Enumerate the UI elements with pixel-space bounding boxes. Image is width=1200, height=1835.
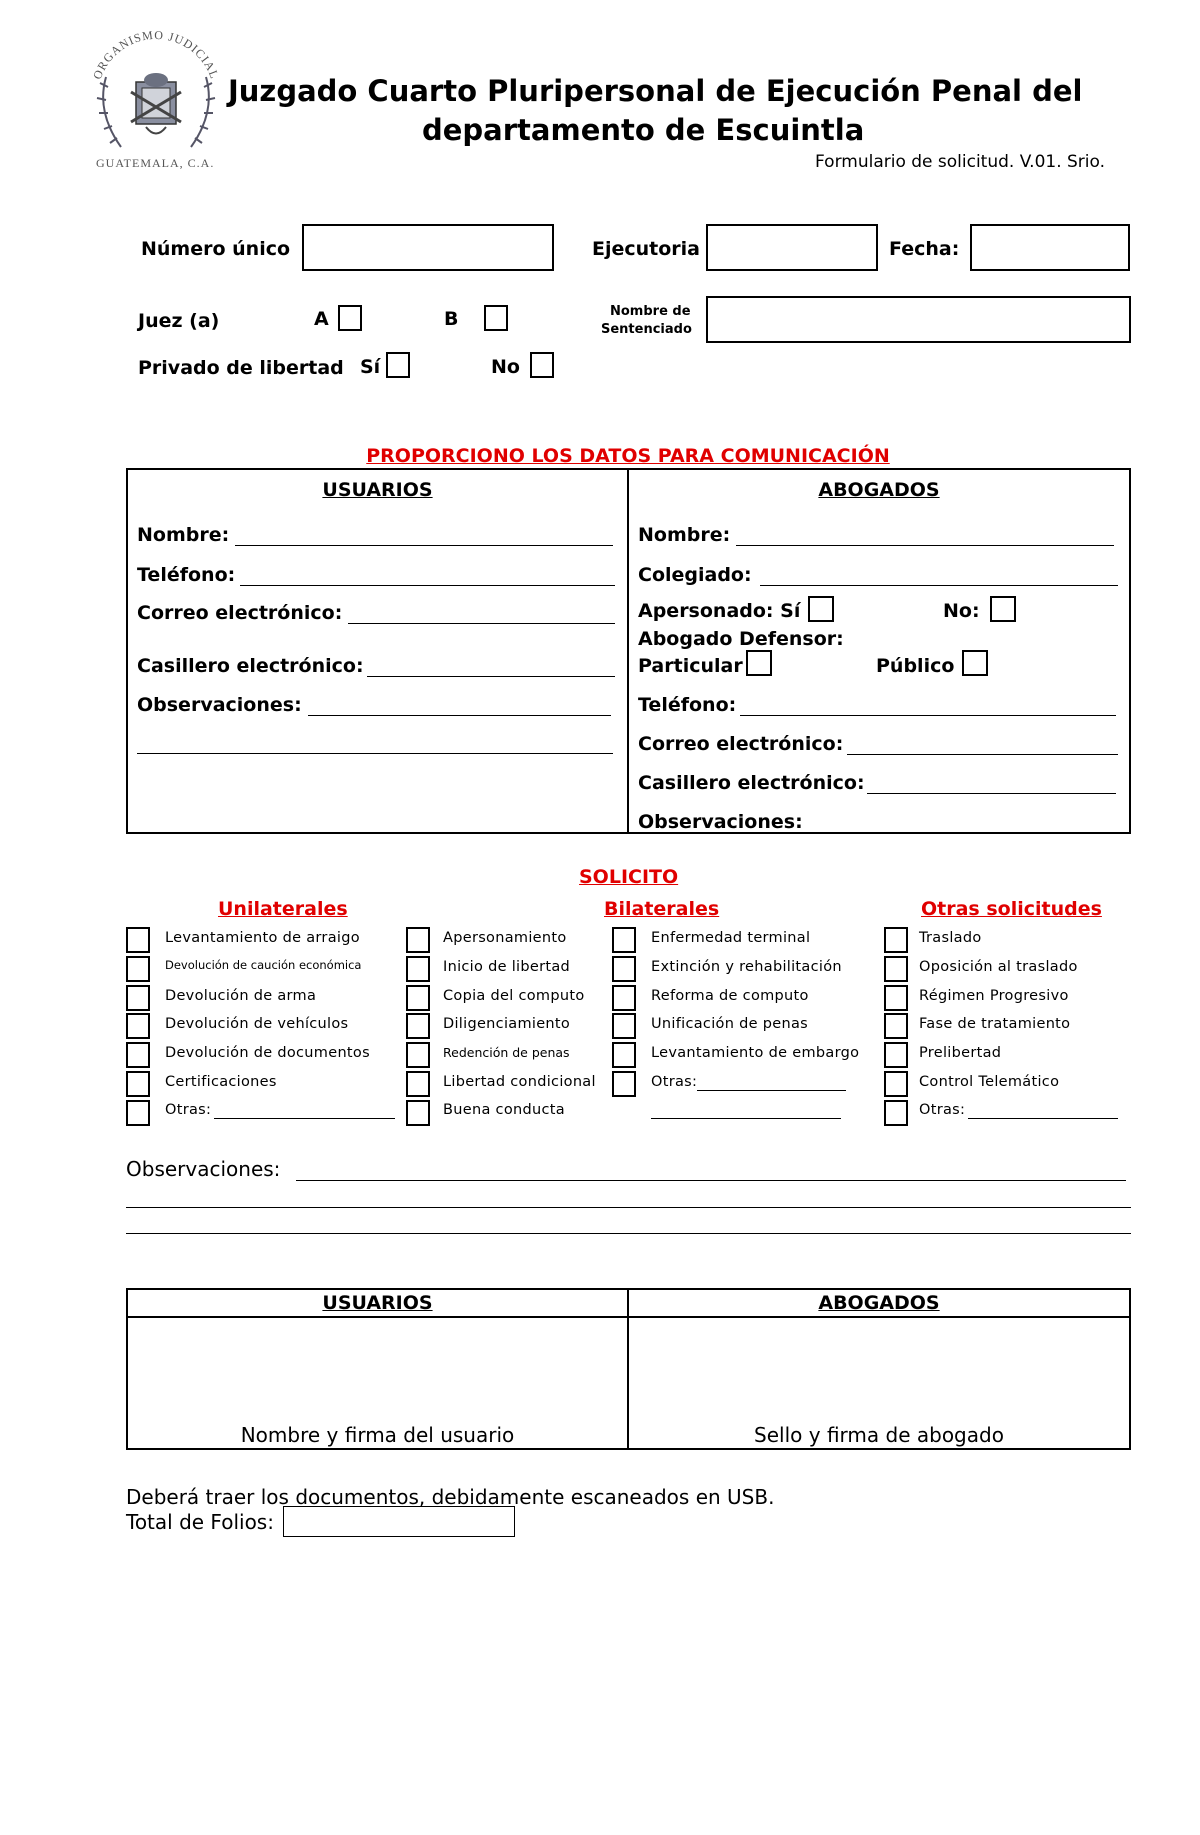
- unilateral-checkbox-4[interactable]: [126, 1013, 150, 1039]
- usuarios-heading: USUARIOS: [322, 479, 433, 501]
- juez-a-checkbox[interactable]: [338, 305, 362, 331]
- bilateral-otras-field[interactable]: [697, 1090, 846, 1091]
- numero-unico-input[interactable]: [302, 224, 554, 271]
- numero-unico-label: Número único: [141, 238, 291, 260]
- unilateral-item-1: Levantamiento de arraigo: [165, 930, 360, 946]
- bilateral-b-item-6: Otras:: [651, 1074, 698, 1090]
- bilaterales-heading: Bilaterales: [604, 898, 720, 920]
- bilateral-b-item-1: Enfermedad terminal: [651, 930, 811, 946]
- usuario-observaciones-field[interactable]: [308, 715, 611, 716]
- ejecutoria-label: Ejecutoria: [592, 238, 701, 260]
- privado-si-checkbox[interactable]: [386, 352, 410, 378]
- bilateral-a-item-6: Libertad condicional: [443, 1074, 596, 1090]
- unilateral-item-3: Devolución de arma: [165, 988, 317, 1004]
- bilateral-a-item-1: Apersonamiento: [443, 930, 567, 946]
- unilateral-checkbox-5[interactable]: [126, 1042, 150, 1068]
- otras-checkbox-1[interactable]: [884, 927, 908, 953]
- privado-libertad-label: Privado de libertad: [138, 357, 344, 379]
- unilateral-checkbox-1[interactable]: [126, 927, 150, 953]
- page-title-line1: Juzgado Cuarto Pluripersonal de Ejecución Penal del: [228, 74, 1083, 108]
- bilateral-a-checkbox-3[interactable]: [406, 985, 430, 1011]
- bilateral-a-checkbox-2[interactable]: [406, 956, 430, 982]
- unilateral-item-5: Devolución de documentos: [165, 1045, 370, 1061]
- abogado-colegiado-label: Colegiado:: [638, 564, 752, 586]
- observaciones-field-3[interactable]: [126, 1233, 1131, 1234]
- unilateral-item-6: Certificaciones: [165, 1074, 277, 1090]
- juez-b-label: B: [444, 308, 459, 330]
- privado-no-label: No: [491, 356, 520, 378]
- bilateral-b-checkbox-3[interactable]: [612, 985, 636, 1011]
- otras-otras-field[interactable]: [968, 1118, 1118, 1119]
- bilateral-a-checkbox-1[interactable]: [406, 927, 430, 953]
- otras-checkbox-2[interactable]: [884, 956, 908, 982]
- unilateral-checkbox-2[interactable]: [126, 956, 150, 982]
- svg-text:ORGANISMO JUDICIAL: ORGANISMO JUDICIAL: [90, 27, 222, 82]
- otras-solicitudes-heading: Otras solicitudes: [921, 898, 1102, 920]
- otras-item-2: Oposición al traslado: [919, 959, 1078, 975]
- otras-item-7: Otras:: [919, 1102, 966, 1118]
- bilateral-b-item-5: Levantamiento de embargo: [651, 1045, 860, 1061]
- abogado-casillero-field[interactable]: [867, 793, 1116, 794]
- otras-item-6: Control Telemático: [919, 1074, 1060, 1090]
- bilateral-otras-field-2[interactable]: [651, 1118, 841, 1119]
- bilateral-a-item-3: Copia del computo: [443, 988, 585, 1004]
- abogado-defensor-label: Abogado Defensor:: [638, 628, 844, 650]
- apersonado-si-label: Apersonado: Sí: [638, 600, 801, 622]
- abogado-colegiado-field[interactable]: [760, 585, 1118, 586]
- privado-si-label: Sí: [360, 356, 381, 378]
- bilateral-b-checkbox-5[interactable]: [612, 1042, 636, 1068]
- otras-checkbox-5[interactable]: [884, 1042, 908, 1068]
- abogado-observaciones-field[interactable]: [808, 832, 1111, 833]
- bilateral-a-item-2: Inicio de libertad: [443, 959, 571, 975]
- otras-checkbox-3[interactable]: [884, 985, 908, 1011]
- unilateral-item-4: Devolución de vehículos: [165, 1016, 349, 1032]
- usuario-correo-field[interactable]: [348, 623, 615, 624]
- abogado-correo-field[interactable]: [847, 754, 1118, 755]
- juez-a-label: A: [314, 308, 329, 330]
- unilateral-checkbox-6[interactable]: [126, 1071, 150, 1097]
- abogado-correo-label: Correo electrónico:: [638, 733, 844, 755]
- abogado-nombre-label: Nombre:: [638, 524, 731, 546]
- particular-label: Particular: [638, 655, 743, 677]
- bilateral-a-item-7: Buena conducta: [443, 1102, 565, 1118]
- footer-note: Deberá traer los documentos, debidamente escaneados en USB.: [126, 1485, 775, 1509]
- bilateral-a-checkbox-6[interactable]: [406, 1071, 430, 1097]
- usuario-nombre-label: Nombre:: [137, 524, 230, 546]
- usuario-firma-label: Nombre y firma del usuario: [240, 1423, 515, 1447]
- publico-checkbox[interactable]: [962, 650, 988, 676]
- juez-b-checkbox[interactable]: [484, 305, 508, 331]
- fecha-label: Fecha:: [889, 238, 960, 260]
- abogado-firma-label: Sello y firma de abogado: [754, 1423, 1004, 1447]
- abogado-telefono-label: Teléfono:: [638, 694, 737, 716]
- otras-checkbox-7[interactable]: [884, 1100, 908, 1126]
- unilaterales-heading: Unilaterales: [218, 898, 348, 920]
- abogado-observaciones-label: Observaciones:: [638, 811, 803, 833]
- solicito-title: SOLICITO: [579, 866, 679, 888]
- abogado-telefono-field[interactable]: [740, 715, 1116, 716]
- bilateral-a-checkbox-4[interactable]: [406, 1013, 430, 1039]
- otras-checkbox-6[interactable]: [884, 1071, 908, 1097]
- form-code: Formulario de solicitud. V.01. Srio.: [815, 152, 1106, 172]
- bilateral-b-checkbox-2[interactable]: [612, 956, 636, 982]
- privado-no-checkbox[interactable]: [530, 352, 554, 378]
- fecha-input[interactable]: [970, 224, 1130, 271]
- abogado-casillero-label: Casillero electrónico:: [638, 772, 865, 794]
- bilateral-b-checkbox-4[interactable]: [612, 1013, 636, 1039]
- unilateral-checkbox-3[interactable]: [126, 985, 150, 1011]
- total-folios-input[interactable]: [283, 1506, 515, 1537]
- otras-checkbox-4[interactable]: [884, 1013, 908, 1039]
- bilateral-a-checkbox-5[interactable]: [406, 1042, 430, 1068]
- contact-table-divider: [627, 468, 629, 834]
- nombre-sentenciado-input[interactable]: [706, 296, 1131, 343]
- observaciones-field-2[interactable]: [126, 1207, 1131, 1208]
- apersonado-si-checkbox[interactable]: [808, 596, 834, 622]
- contact-section-title: PROPORCIONO LOS DATOS PARA COMUNICACIÓN: [366, 445, 890, 467]
- observaciones-field-1[interactable]: [296, 1180, 1126, 1181]
- signature-abogados-heading: ABOGADOS: [818, 1292, 940, 1314]
- abogado-nombre-field[interactable]: [736, 545, 1114, 546]
- bilateral-a-item-4: Diligenciamiento: [443, 1016, 571, 1032]
- publico-label: Público: [876, 655, 955, 677]
- unilateral-item-7: Otras:: [165, 1102, 212, 1118]
- total-folios-label: Total de Folios:: [126, 1510, 274, 1534]
- otras-item-3: Régimen Progresivo: [919, 988, 1069, 1004]
- unilateral-item-2: Devolución de caución económica: [165, 958, 362, 972]
- usuario-observaciones-label: Observaciones:: [137, 694, 302, 716]
- unilateral-otras-field[interactable]: [214, 1118, 395, 1119]
- otras-item-4: Fase de tratamiento: [919, 1016, 1071, 1032]
- usuario-observaciones-field-2[interactable]: [137, 753, 613, 754]
- usuario-casillero-field[interactable]: [367, 676, 615, 677]
- usuario-telefono-label: Teléfono:: [137, 564, 236, 586]
- bilateral-b-item-2: Extinción y rehabilitación: [651, 959, 842, 975]
- apersonado-no-checkbox[interactable]: [990, 596, 1016, 622]
- bilateral-b-item-3: Reforma de computo: [651, 988, 809, 1004]
- bilateral-a-checkbox-7[interactable]: [406, 1100, 430, 1126]
- otras-item-1: Traslado: [919, 930, 982, 946]
- page-title-line2: departamento de Escuintla: [422, 113, 865, 147]
- usuario-nombre-field[interactable]: [235, 545, 613, 546]
- usuario-telefono-field[interactable]: [240, 585, 615, 586]
- juez-label: Juez (a): [138, 310, 220, 332]
- usuario-correo-label: Correo electrónico:: [137, 602, 343, 624]
- observaciones-label: Observaciones:: [126, 1157, 281, 1181]
- nombre-sentenciado-label-1: Nombre de: [610, 304, 691, 319]
- nombre-sentenciado-label-2: Sentenciado: [601, 322, 692, 337]
- usuario-casillero-label: Casillero electrónico:: [137, 655, 364, 677]
- seal-bottom-text: GUATEMALA, C.A.: [96, 156, 215, 170]
- particular-checkbox[interactable]: [746, 650, 772, 676]
- bilateral-b-checkbox-6[interactable]: [612, 1071, 636, 1097]
- otras-item-5: Prelibertad: [919, 1045, 1002, 1061]
- bilateral-a-item-5: Redención de penas: [443, 1045, 570, 1060]
- bilateral-b-item-4: Unificación de penas: [651, 1016, 808, 1032]
- court-seal-logo: [86, 22, 226, 172]
- ejecutoria-input[interactable]: [706, 224, 878, 271]
- bilateral-b-checkbox-1[interactable]: [612, 927, 636, 953]
- unilateral-checkbox-7[interactable]: [126, 1100, 150, 1126]
- abogados-heading: ABOGADOS: [818, 479, 940, 501]
- apersonado-no-label: No:: [943, 600, 980, 622]
- signature-usuarios-heading: USUARIOS: [322, 1292, 433, 1314]
